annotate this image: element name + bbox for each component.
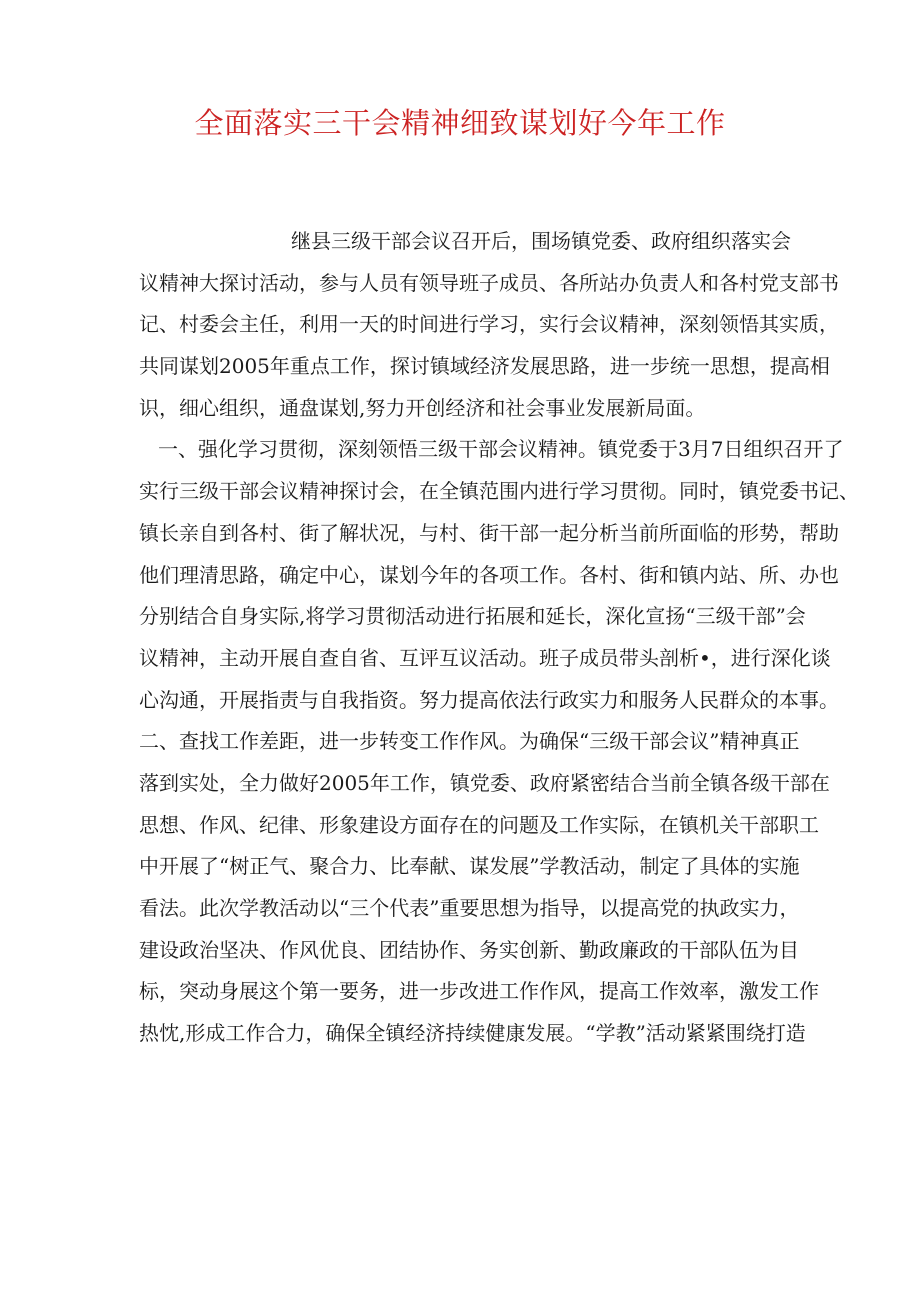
- paragraph-line: 思想、作风、纪律、形象建设方面存在的问题及工作实际，在镇机关干部职工: [139, 812, 819, 837]
- paragraph-line: 建设政治坚决、作风优良、团结协作、务实创新、勤政廉政的干部队伍为目: [139, 937, 799, 962]
- paragraph-line: 议精神大探讨活动，参与人员有领导班子成员、各所站办负责人和各村党支部书: [139, 270, 839, 295]
- paragraph-line: 中开展了“树正气、聚合力、比奉献、谋发展”学教活动，制定了具体的实施: [139, 854, 800, 879]
- document-body: [139, 228, 859, 1062]
- paragraph-line: 分别结合自身实际,将学习贯彻活动进行拓展和延长，深化宣扬“三级干部”会: [139, 604, 806, 629]
- paragraph-line: 记、村委会主任，利用一天的时间进行学习，实行会议精神，深刻领悟其实质，: [139, 312, 839, 337]
- paragraph-line: 识，细心组织，通盘谋划,努力开创经济和社会事业发展新局面。: [139, 395, 706, 420]
- paragraph-line: 标，突动身展这个第一要务，进一步改进工作作风，提高工作效率，激发工作: [139, 979, 819, 1004]
- paragraph-line: 热忱,形成工作合力，确保全镇经济持续健康发展。“学教”活动紧紧围绕打造: [139, 1021, 806, 1046]
- paragraph-line: 心沟通，开展指责与自我指资。努力提高依法行政实力和服务人民群众的本事。: [139, 687, 839, 712]
- paragraph-line: 落到实处，全力做好2005年工作，镇党委、政府紧密结合当前全镇各级干部在: [139, 770, 830, 795]
- document-title: 全面落实三干会精神细致谋划好今年工作: [194, 106, 726, 140]
- paragraph-line: 议精神，主动开展自查自省、互评互议活动。班子成员带头剖析•，进行深化谈: [139, 645, 831, 670]
- paragraph-line: 共同谋划2005年重点工作，探讨镇域经济发展思路，进一步统一思想，提高相: [139, 354, 830, 379]
- paragraph-line: 继县三级干部会议召开后，围场镇党委、政府组织落实会: [291, 229, 791, 253]
- paragraph-line: 镇长亲自到各村、街了解状况，与村、街干部一起分析当前所面临的形势，帮助: [139, 520, 839, 545]
- paragraph-line: 他们理清思路，确定中心，谋划今年的各项工作。各村、街和镇内站、所、办也: [139, 562, 839, 587]
- paragraph-line: 实行三级干部会议精神探讨会，在全镇范围内进行学习贯彻。同时，镇党委书记、: [139, 479, 859, 504]
- paragraph-line: 二、查找工作差距，进一步转变工作作风。为确保“三级干部会议”精神真正: [139, 729, 800, 754]
- paragraph-line: 一、强化学习贯彻，深刻领悟三级干部会议精神。镇党委于3月7日组织召开了: [158, 437, 844, 462]
- paragraph-line: 看法。此次学教活动以“三个代表”重要思想为指导，以提高党的执政实力，: [139, 896, 800, 920]
